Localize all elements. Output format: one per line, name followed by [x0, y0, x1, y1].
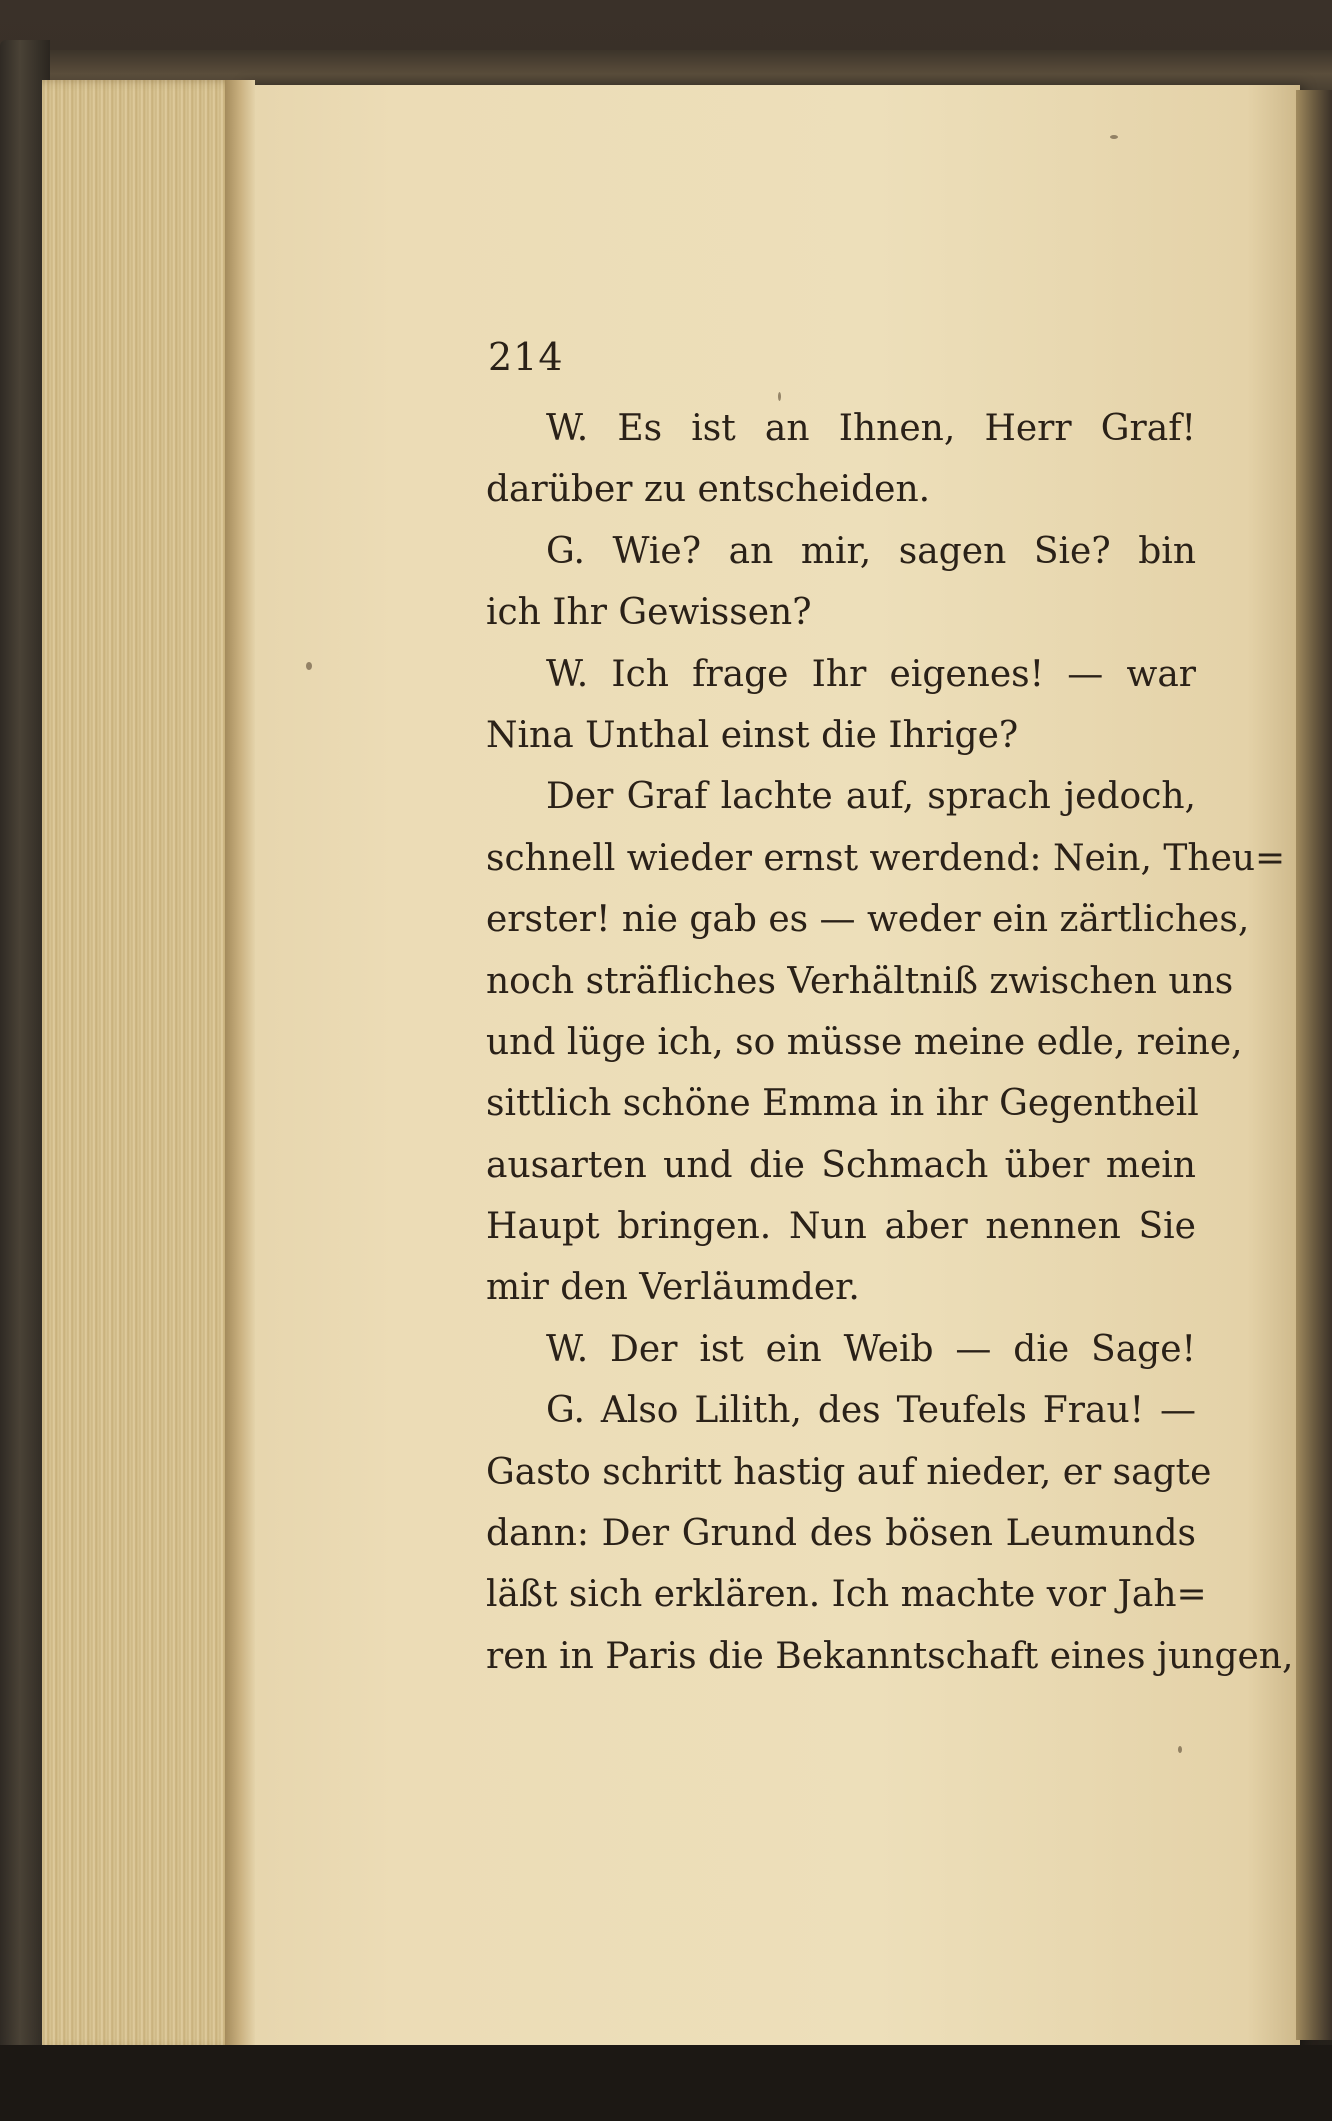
- text-line: noch sträfliches Verhältniß zwischen uns: [486, 960, 1234, 1002]
- text-line: schnell wieder ernst werdend: Nein, Theu=: [486, 837, 1286, 879]
- body-text: [486, 398, 1294, 1687]
- text-line: Der Graf lachte auf, sprach jedoch,: [546, 776, 1196, 818]
- text-line: W. Es ist an Ihnen, Herr Graf!: [546, 408, 1196, 449]
- text-line: läßt sich erklären. Ich machte vor Jah=: [486, 1574, 1207, 1616]
- text-line: G. Wie? an mir, sagen Sie? bin: [546, 530, 1196, 572]
- text-line: Nina Unthal einst die Ihrige?: [486, 714, 1019, 756]
- text-line: mir den Verläumder.: [486, 1267, 860, 1309]
- text-line: W. Der ist ein Weib — die Sage!: [546, 1328, 1196, 1370]
- text-line: dann: Der Grund des bösen Leumunds: [486, 1513, 1196, 1555]
- text-line: W. Ich frage Ihr eigenes! — war: [546, 653, 1196, 695]
- text-line: darüber zu entscheiden.: [486, 469, 931, 511]
- text-line: Haupt bringen. Nun aber nennen Sie: [486, 1206, 1196, 1248]
- text-line: G. Also Lilith, des Teufels Frau! —: [546, 1390, 1196, 1432]
- text-line: und lüge ich, so müsse meine edle, reine,: [486, 1021, 1243, 1063]
- text-line: ren in Paris die Bekanntschaft eines jungen,: [486, 1635, 1294, 1677]
- paper-speck: [1178, 1746, 1182, 1753]
- paper-speck: [306, 662, 312, 670]
- paper-speck: [1110, 135, 1118, 139]
- text-line: erster! nie gab es — weder ein zärtliches,: [486, 899, 1250, 941]
- background-bottom: [0, 2045, 1332, 2121]
- text-line: ausarten und die Schmach über mein: [486, 1144, 1196, 1186]
- text-line: ich Ihr Gewissen?: [486, 592, 812, 634]
- page-gutter: [225, 80, 255, 2050]
- page-edges: [42, 80, 245, 2050]
- text-line: sittlich schöne Emma in ihr Gegentheil: [486, 1083, 1199, 1125]
- text-line: Gasto schritt hastig auf nieder, er sagte: [486, 1451, 1212, 1493]
- right-page-edge: [1296, 90, 1332, 2040]
- page-number: 214: [488, 335, 564, 379]
